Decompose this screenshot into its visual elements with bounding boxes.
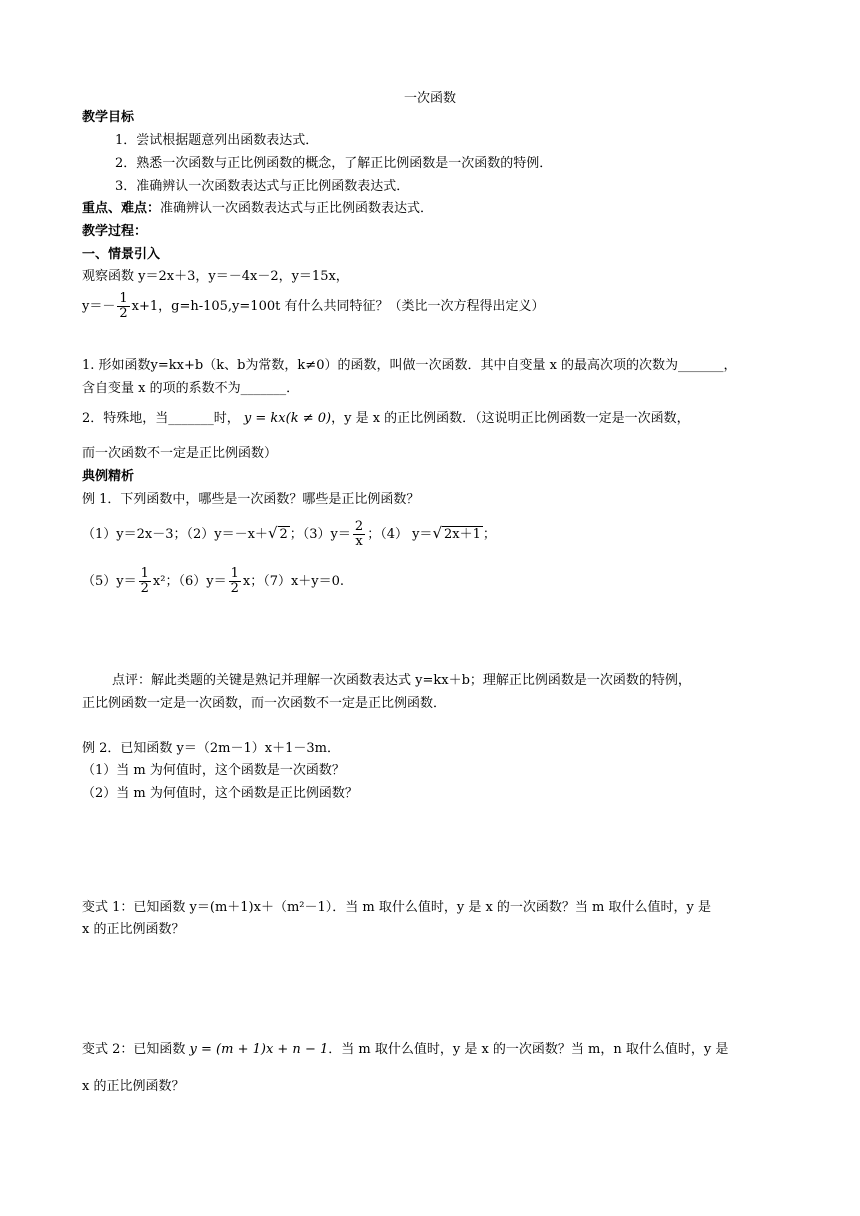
radicand: 2x＋1: [444, 527, 481, 542]
text: （1）y＝2x－3；（2）y＝－x＋: [82, 527, 268, 542]
observe-prefix: 观察函数: [82, 269, 135, 284]
examples-heading: 典例精析: [82, 469, 135, 484]
text: 为常数，k≠0）的函数，叫做一次函数．其中自变量 x 的最高次项的次数为_______，: [245, 358, 737, 373]
radicand: 2: [279, 527, 288, 542]
example-2-question-1: （1）当 m 为何值时，这个函数是一次函数？: [82, 763, 345, 778]
text: （5）y＝: [82, 574, 137, 589]
text: ；（4） y＝: [367, 527, 433, 542]
text: ，y 是 x 的正比例函数．（这说明正比例函数一定是一次函数，: [331, 411, 690, 426]
formula: y = (m + 1)x + n − 1: [189, 1042, 329, 1057]
variant-1-line-2: x 的正比例函数？: [82, 922, 185, 937]
fraction-half: [229, 567, 241, 596]
comment-line-1: 点评：解此类题的关键是熟记并理解一次函数表达式 y=kx＋b；理解正比例函数是一次函数的特例，: [112, 673, 691, 688]
definition-1-line-2: 含自变量 x 的项的系数不为_______．: [82, 381, 300, 396]
key-label: 重点、难点：: [82, 201, 161, 216]
definition-1-line-1: [82, 357, 737, 375]
denominator: x: [355, 534, 363, 549]
radical-icon: √: [432, 524, 442, 542]
text: x；（7）x＋y＝0.: [242, 574, 345, 589]
observe-line: [82, 268, 349, 286]
observe-line-2: [82, 292, 545, 321]
variant-2-line-1: [82, 1041, 728, 1059]
numerator: 1: [140, 566, 149, 581]
denominator: 2: [119, 306, 128, 321]
text: 变式 2：已知函数: [82, 1042, 186, 1057]
variant-2-line-2: x 的正比例函数？: [82, 1079, 185, 1094]
example-1-items-2: [82, 567, 344, 596]
text: ．当 m 取什么值时，y 是 x 的一次函数？当 m，n 取什么值时，y 是: [328, 1042, 729, 1057]
numerator: 2: [354, 519, 364, 534]
example-2-question-2: （2）当 m 为何值时，这个函数是正比例函数？: [82, 786, 358, 801]
denominator: 2: [230, 581, 239, 596]
text: 有什么共同特征？（类比一次方程得出定义）: [284, 299, 545, 314]
goal-item: 1．尝试根据题意列出函数表达式．: [115, 133, 319, 148]
goal-item: 3．准确辨认一次函数表达式与正比例函数表达式．: [115, 179, 410, 194]
comment-line-2: 正比例函数一定是一次函数，而一次函数不一定是正比例函数．: [82, 696, 447, 711]
fraction-half: [117, 292, 129, 321]
formula: y = kx(k ≠ 0): [243, 411, 332, 426]
example-1-items: [82, 520, 496, 549]
definition-2-line-1: [82, 410, 690, 428]
example-2-title: 例 2．已知函数 y＝（2m－1）x＋1－3m．: [82, 741, 340, 756]
process-heading: 教学过程：: [82, 224, 148, 239]
fraction-half: [139, 567, 151, 596]
text: x²；（6）y＝: [152, 574, 227, 589]
key-points: [82, 200, 433, 218]
text: y=kx+b（k、b: [150, 358, 246, 373]
text: ；: [482, 527, 496, 542]
key-text: 准确辨认一次函数表达式与正比例函数表达式．: [160, 201, 434, 216]
text: ；（3）y＝: [289, 527, 351, 542]
goal-item: 2．熟悉一次函数与正比例函数的概念，了解正比例函数是一次函数的特例．: [115, 156, 553, 171]
numerator: 1: [119, 291, 128, 306]
fraction-2-over-x: [353, 520, 365, 549]
denominator: 2: [140, 581, 149, 596]
radical-icon: √: [267, 524, 278, 542]
page-title: 一次函数: [403, 91, 456, 106]
section-heading: 一、情景引入: [82, 247, 161, 262]
text: 1. 形如函数: [82, 358, 151, 373]
text: y＝－: [82, 299, 116, 314]
text: x+1，g=h-105,y=100t: [131, 299, 281, 314]
observe-funcs: y＝2x＋3，y＝－4x－2，y＝15x，: [138, 269, 349, 284]
definition-2-line-2: 而一次函数不一定是正比例函数）: [82, 446, 278, 461]
goals-heading: 教学目标: [82, 110, 135, 125]
numerator: 1: [230, 566, 239, 581]
example-1-title: 例 1．下列函数中，哪些是一次函数？哪些是正比例函数？: [82, 492, 420, 507]
text: 2．特殊地，当_______时，: [82, 411, 240, 426]
variant-1-line-1: 变式 1：已知函数 y＝(m＋1)x＋（m²－1）．当 m 取什么值时，y 是 x 的一次函数？当 m 取什么值时，y 是: [82, 900, 711, 915]
